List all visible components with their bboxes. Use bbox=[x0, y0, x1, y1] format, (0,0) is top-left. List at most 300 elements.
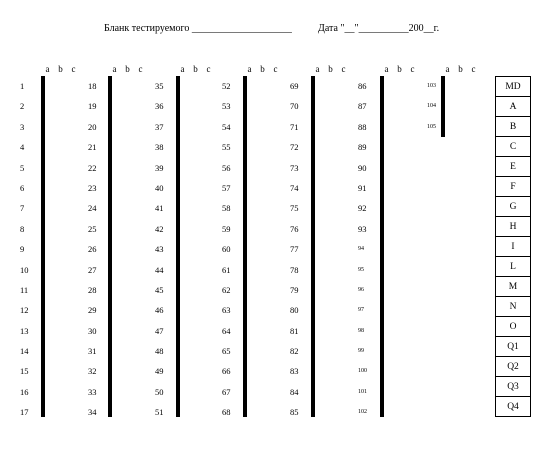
answer-cell[interactable] bbox=[179, 277, 180, 297]
answer-cell[interactable] bbox=[444, 97, 445, 117]
answer-cell[interactable] bbox=[111, 97, 112, 117]
answer-cell[interactable] bbox=[111, 197, 112, 217]
question-number: 80 bbox=[290, 305, 299, 316]
answer-row bbox=[312, 357, 315, 377]
abc-label: c bbox=[341, 64, 346, 74]
question-numbers bbox=[222, 76, 231, 423]
question-number: 1 bbox=[20, 81, 25, 91]
question-number: 69 bbox=[290, 81, 299, 91]
answer-cell[interactable] bbox=[246, 157, 247, 177]
answer-cell[interactable] bbox=[246, 357, 247, 377]
question-numbers bbox=[290, 76, 299, 423]
answer-cell[interactable] bbox=[383, 237, 384, 257]
answer-cell[interactable] bbox=[314, 257, 315, 277]
answer-row bbox=[312, 297, 315, 317]
question-number: 100 bbox=[358, 368, 367, 375]
answer-row bbox=[42, 297, 45, 317]
answer-row bbox=[42, 277, 45, 297]
abc-label: b bbox=[458, 64, 463, 74]
abc-label: c bbox=[471, 64, 476, 74]
answer-grid bbox=[380, 76, 384, 417]
answer-cell[interactable] bbox=[383, 157, 384, 177]
answer-cell[interactable] bbox=[314, 317, 315, 337]
answer-row bbox=[177, 257, 180, 277]
answer-cell[interactable] bbox=[246, 97, 247, 117]
answer-row bbox=[109, 257, 112, 277]
answer-cell[interactable] bbox=[383, 77, 384, 97]
answer-cell[interactable] bbox=[383, 277, 384, 297]
answer-row bbox=[177, 217, 180, 237]
answer-row bbox=[42, 257, 45, 277]
answer-row bbox=[109, 277, 112, 297]
answer-cell[interactable] bbox=[383, 117, 384, 137]
answer-row bbox=[312, 117, 315, 137]
answer-cell[interactable] bbox=[111, 77, 112, 97]
question-number: 22 bbox=[88, 162, 97, 173]
answer-row bbox=[42, 117, 45, 137]
answer-row bbox=[381, 157, 384, 177]
answer-cell[interactable] bbox=[314, 237, 315, 257]
answer-row bbox=[381, 77, 384, 97]
answer-cell[interactable] bbox=[314, 97, 315, 117]
question-number: 28 bbox=[88, 284, 97, 295]
answer-row bbox=[381, 337, 384, 357]
answer-row bbox=[381, 397, 384, 417]
answer-row bbox=[244, 77, 247, 97]
abc-label: a bbox=[45, 64, 50, 74]
answer-cell[interactable] bbox=[314, 117, 315, 137]
answer-row bbox=[381, 197, 384, 217]
answer-row bbox=[381, 317, 384, 337]
answer-row bbox=[42, 397, 45, 417]
answer-cell[interactable] bbox=[246, 337, 247, 357]
answer-row bbox=[177, 237, 180, 257]
question-number: 29 bbox=[88, 305, 97, 316]
question-number: 39 bbox=[155, 162, 164, 173]
answer-cell[interactable] bbox=[44, 137, 45, 157]
question-number: 97 bbox=[358, 307, 364, 314]
answer-row bbox=[244, 177, 247, 197]
answer-cell[interactable] bbox=[383, 317, 384, 337]
question-number: 14 bbox=[20, 346, 29, 357]
answer-cell[interactable] bbox=[246, 297, 247, 317]
legend-cell: M bbox=[496, 277, 531, 297]
question-number: 76 bbox=[290, 223, 299, 234]
question-number: 61 bbox=[222, 264, 231, 275]
answer-cell[interactable] bbox=[111, 357, 112, 377]
legend-cell: F bbox=[496, 177, 531, 197]
question-number: 78 bbox=[290, 264, 299, 275]
legend-cell: E bbox=[496, 157, 531, 177]
question-number: 62 bbox=[222, 284, 231, 295]
answer-row bbox=[244, 137, 247, 157]
answer-row bbox=[109, 237, 112, 257]
question-number: 71 bbox=[290, 121, 299, 132]
question-number: 57 bbox=[222, 182, 231, 193]
question-number: 73 bbox=[290, 162, 299, 173]
answer-row bbox=[381, 357, 384, 377]
answer-grid bbox=[108, 76, 112, 417]
answer-row bbox=[381, 97, 384, 117]
answer-row bbox=[42, 97, 45, 117]
answer-cell[interactable] bbox=[314, 277, 315, 297]
answer-row bbox=[109, 337, 112, 357]
answer-cell[interactable] bbox=[179, 257, 180, 277]
answer-row bbox=[312, 377, 315, 397]
answer-cell[interactable] bbox=[179, 217, 180, 237]
answer-row bbox=[381, 117, 384, 137]
question-number: 93 bbox=[358, 223, 367, 234]
question-number: 56 bbox=[222, 162, 231, 173]
question-number: 82 bbox=[290, 346, 299, 357]
answer-row bbox=[109, 97, 112, 117]
question-number: 68 bbox=[222, 407, 231, 418]
question-number: 10 bbox=[20, 264, 29, 275]
abc-label: b bbox=[125, 64, 130, 74]
answer-cell[interactable] bbox=[111, 257, 112, 277]
answer-row bbox=[42, 357, 45, 377]
answer-row bbox=[381, 257, 384, 277]
answer-cell[interactable] bbox=[383, 137, 384, 157]
answer-cell[interactable] bbox=[383, 357, 384, 377]
abc-label: b bbox=[260, 64, 265, 74]
answer-row bbox=[312, 97, 315, 117]
question-number: 64 bbox=[222, 325, 231, 336]
answer-cell[interactable] bbox=[179, 337, 180, 357]
answer-row bbox=[312, 317, 315, 337]
answer-cell[interactable] bbox=[246, 317, 247, 337]
answer-row bbox=[244, 377, 247, 397]
answer-cell[interactable] bbox=[314, 217, 315, 237]
legend-cell: I bbox=[496, 237, 531, 257]
answer-cell[interactable] bbox=[246, 377, 247, 397]
answer-cell[interactable] bbox=[383, 297, 384, 317]
answer-cell[interactable] bbox=[111, 217, 112, 237]
abc-label: c bbox=[273, 64, 278, 74]
answer-row bbox=[177, 337, 180, 357]
answer-row bbox=[42, 377, 45, 397]
question-number: 65 bbox=[222, 346, 231, 357]
question-number: 32 bbox=[88, 366, 97, 377]
abc-label: a bbox=[247, 64, 252, 74]
answer-row bbox=[312, 277, 315, 297]
answer-row bbox=[244, 117, 247, 137]
answer-cell[interactable] bbox=[44, 217, 45, 237]
answer-row bbox=[42, 77, 45, 97]
answer-cell[interactable] bbox=[383, 257, 384, 277]
question-number: 63 bbox=[222, 305, 231, 316]
answer-row bbox=[244, 257, 247, 277]
answer-cell[interactable] bbox=[44, 177, 45, 197]
answer-row bbox=[381, 237, 384, 257]
answer-cell[interactable] bbox=[246, 217, 247, 237]
answer-cell[interactable] bbox=[314, 377, 315, 397]
answer-cell[interactable] bbox=[246, 277, 247, 297]
abc-label: a bbox=[445, 64, 450, 74]
form-header-title: Бланк тестируемого ____________________ bbox=[104, 23, 292, 34]
legend-cell: Q1 bbox=[496, 337, 531, 357]
answer-cell[interactable] bbox=[179, 117, 180, 137]
answer-cell[interactable] bbox=[383, 217, 384, 237]
answer-cell[interactable] bbox=[383, 177, 384, 197]
answer-cell[interactable] bbox=[179, 137, 180, 157]
answer-row bbox=[244, 397, 247, 417]
question-number: 6 bbox=[20, 182, 25, 193]
question-numbers bbox=[358, 76, 367, 423]
answer-row bbox=[109, 357, 112, 377]
answer-row bbox=[244, 157, 247, 177]
answer-cell[interactable] bbox=[314, 77, 315, 97]
answer-cell[interactable] bbox=[444, 117, 445, 137]
answer-row bbox=[442, 117, 445, 137]
answer-row bbox=[177, 137, 180, 157]
answer-cell[interactable] bbox=[111, 277, 112, 297]
answer-row bbox=[442, 77, 445, 97]
question-number: 48 bbox=[155, 346, 164, 357]
answer-cell[interactable] bbox=[246, 197, 247, 217]
answer-row bbox=[244, 357, 247, 377]
answer-cell[interactable] bbox=[179, 317, 180, 337]
answer-row bbox=[442, 97, 445, 117]
answer-row bbox=[109, 197, 112, 217]
question-number: 37 bbox=[155, 121, 164, 132]
answer-cell[interactable] bbox=[314, 357, 315, 377]
answer-cell[interactable] bbox=[44, 397, 45, 417]
question-number: 103 bbox=[427, 83, 436, 89]
question-number: 2 bbox=[20, 101, 25, 112]
question-number: 67 bbox=[222, 386, 231, 397]
question-number: 33 bbox=[88, 386, 97, 397]
answer-row bbox=[244, 317, 247, 337]
answer-row bbox=[381, 177, 384, 197]
question-number: 94 bbox=[358, 246, 364, 253]
question-number: 27 bbox=[88, 264, 97, 275]
question-number: 4 bbox=[20, 142, 25, 153]
answer-cell[interactable] bbox=[314, 337, 315, 357]
answer-cell[interactable] bbox=[314, 397, 315, 417]
answer-cell[interactable] bbox=[314, 297, 315, 317]
answer-cell[interactable] bbox=[179, 377, 180, 397]
answer-cell[interactable] bbox=[383, 397, 384, 417]
question-number: 8 bbox=[20, 223, 25, 234]
answer-cell[interactable] bbox=[179, 177, 180, 197]
question-number: 34 bbox=[88, 407, 97, 418]
legend-cell: Q3 bbox=[496, 377, 531, 397]
abc-label: b bbox=[193, 64, 198, 74]
answer-cell[interactable] bbox=[44, 297, 45, 317]
answer-row bbox=[381, 377, 384, 397]
legend-cell: Q2 bbox=[496, 357, 531, 377]
answer-row bbox=[109, 177, 112, 197]
answer-grid bbox=[243, 76, 247, 417]
question-numbers bbox=[88, 76, 97, 423]
answer-row bbox=[42, 217, 45, 237]
answer-cell[interactable] bbox=[111, 297, 112, 317]
answer-row bbox=[312, 197, 315, 217]
question-number: 99 bbox=[358, 348, 364, 355]
answer-cell[interactable] bbox=[179, 357, 180, 377]
question-number: 59 bbox=[222, 223, 231, 234]
question-numbers bbox=[427, 76, 436, 137]
abc-label: b bbox=[397, 64, 402, 74]
answer-cell[interactable] bbox=[246, 77, 247, 97]
answer-cell[interactable] bbox=[111, 337, 112, 357]
answer-row bbox=[381, 137, 384, 157]
question-number: 50 bbox=[155, 386, 164, 397]
answer-cell[interactable] bbox=[179, 397, 180, 417]
factor-legend bbox=[495, 76, 531, 417]
question-number: 84 bbox=[290, 386, 299, 397]
question-numbers bbox=[155, 76, 164, 423]
question-number: 75 bbox=[290, 203, 299, 214]
answer-cell[interactable] bbox=[179, 77, 180, 97]
question-number: 25 bbox=[88, 223, 97, 234]
question-number: 105 bbox=[427, 123, 436, 130]
question-number: 53 bbox=[222, 101, 231, 112]
question-number: 55 bbox=[222, 142, 231, 153]
answer-cell[interactable] bbox=[44, 277, 45, 297]
question-number: 77 bbox=[290, 244, 299, 255]
question-number: 46 bbox=[155, 305, 164, 316]
question-number: 7 bbox=[20, 203, 25, 214]
answer-row bbox=[109, 317, 112, 337]
question-number: 43 bbox=[155, 244, 164, 255]
question-number: 51 bbox=[155, 407, 164, 418]
question-number: 24 bbox=[88, 203, 97, 214]
answer-row bbox=[381, 277, 384, 297]
answer-cell[interactable] bbox=[179, 197, 180, 217]
question-number: 3 bbox=[20, 121, 25, 132]
answer-cell[interactable] bbox=[44, 197, 45, 217]
answer-row bbox=[244, 217, 247, 237]
answer-cell[interactable] bbox=[314, 137, 315, 157]
question-number: 5 bbox=[20, 162, 25, 173]
answer-cell[interactable] bbox=[44, 97, 45, 117]
answer-row bbox=[177, 357, 180, 377]
answer-row bbox=[244, 197, 247, 217]
answer-cell[interactable] bbox=[111, 377, 112, 397]
abc-label: a bbox=[112, 64, 117, 74]
question-number: 95 bbox=[358, 266, 364, 273]
question-number: 13 bbox=[20, 325, 29, 336]
question-number: 49 bbox=[155, 366, 164, 377]
answer-row bbox=[42, 137, 45, 157]
answer-cell[interactable] bbox=[111, 177, 112, 197]
question-number: 90 bbox=[358, 162, 367, 173]
answer-cell[interactable] bbox=[383, 97, 384, 117]
answer-cell[interactable] bbox=[111, 397, 112, 417]
answer-row bbox=[42, 177, 45, 197]
answer-cell[interactable] bbox=[314, 157, 315, 177]
answer-row bbox=[244, 97, 247, 117]
abc-label: a bbox=[384, 64, 389, 74]
question-number: 16 bbox=[20, 386, 29, 397]
answer-cell[interactable] bbox=[246, 257, 247, 277]
question-number: 88 bbox=[358, 121, 367, 132]
legend-cell: G bbox=[496, 197, 531, 217]
answer-row bbox=[109, 157, 112, 177]
answer-cell[interactable] bbox=[44, 237, 45, 257]
question-number: 20 bbox=[88, 121, 97, 132]
answer-row bbox=[244, 337, 247, 357]
answer-cell[interactable] bbox=[179, 97, 180, 117]
answer-cell[interactable] bbox=[246, 237, 247, 257]
answer-row bbox=[177, 177, 180, 197]
answer-cell[interactable] bbox=[111, 317, 112, 337]
legend-cell: B bbox=[496, 117, 531, 137]
answer-cell[interactable] bbox=[44, 377, 45, 397]
answer-row bbox=[177, 197, 180, 217]
answer-row bbox=[312, 337, 315, 357]
abc-label: c bbox=[71, 64, 76, 74]
answer-cell[interactable] bbox=[179, 157, 180, 177]
answer-row bbox=[312, 177, 315, 197]
answer-row bbox=[312, 217, 315, 237]
legend-cell: A bbox=[496, 97, 531, 117]
answer-cell[interactable] bbox=[44, 117, 45, 137]
question-number: 60 bbox=[222, 244, 231, 255]
question-number: 9 bbox=[20, 244, 25, 255]
answer-cell[interactable] bbox=[111, 237, 112, 257]
legend-cell: N bbox=[496, 297, 531, 317]
question-number: 86 bbox=[358, 81, 367, 91]
answer-row bbox=[381, 217, 384, 237]
question-number: 18 bbox=[88, 81, 97, 91]
abc-label: a bbox=[180, 64, 185, 74]
answer-cell[interactable] bbox=[383, 377, 384, 397]
abc-label: c bbox=[410, 64, 415, 74]
question-number: 45 bbox=[155, 284, 164, 295]
answer-cell[interactable] bbox=[179, 297, 180, 317]
answer-cell[interactable] bbox=[111, 157, 112, 177]
answer-cell[interactable] bbox=[111, 117, 112, 137]
answer-cell[interactable] bbox=[383, 337, 384, 357]
answer-cell[interactable] bbox=[111, 137, 112, 157]
answer-cell[interactable] bbox=[246, 397, 247, 417]
answer-cell[interactable] bbox=[44, 317, 45, 337]
answer-row bbox=[42, 237, 45, 257]
answer-cell[interactable] bbox=[246, 137, 247, 157]
question-number: 21 bbox=[88, 142, 97, 153]
answer-cell[interactable] bbox=[44, 257, 45, 277]
answer-cell[interactable] bbox=[444, 77, 445, 97]
question-number: 12 bbox=[20, 305, 29, 316]
answer-cell[interactable] bbox=[314, 197, 315, 217]
answer-row bbox=[177, 97, 180, 117]
legend-cell: O bbox=[496, 317, 531, 337]
question-number: 79 bbox=[290, 284, 299, 295]
question-number: 85 bbox=[290, 407, 299, 418]
answer-row bbox=[42, 337, 45, 357]
legend-cell: H bbox=[496, 217, 531, 237]
answer-cell[interactable] bbox=[246, 117, 247, 137]
answer-cell[interactable] bbox=[246, 177, 247, 197]
answer-row bbox=[109, 117, 112, 137]
question-numbers bbox=[20, 76, 29, 423]
answer-cell[interactable] bbox=[314, 177, 315, 197]
question-number: 36 bbox=[155, 101, 164, 112]
question-number: 91 bbox=[358, 182, 367, 193]
answer-cell[interactable] bbox=[179, 237, 180, 257]
answer-cell[interactable] bbox=[44, 77, 45, 97]
legend-cell: Q4 bbox=[496, 397, 531, 417]
answer-cell[interactable] bbox=[44, 357, 45, 377]
answer-cell[interactable] bbox=[44, 337, 45, 357]
question-number: 66 bbox=[222, 366, 231, 377]
question-number: 70 bbox=[290, 101, 299, 112]
answer-cell[interactable] bbox=[44, 157, 45, 177]
answer-cell[interactable] bbox=[383, 197, 384, 217]
